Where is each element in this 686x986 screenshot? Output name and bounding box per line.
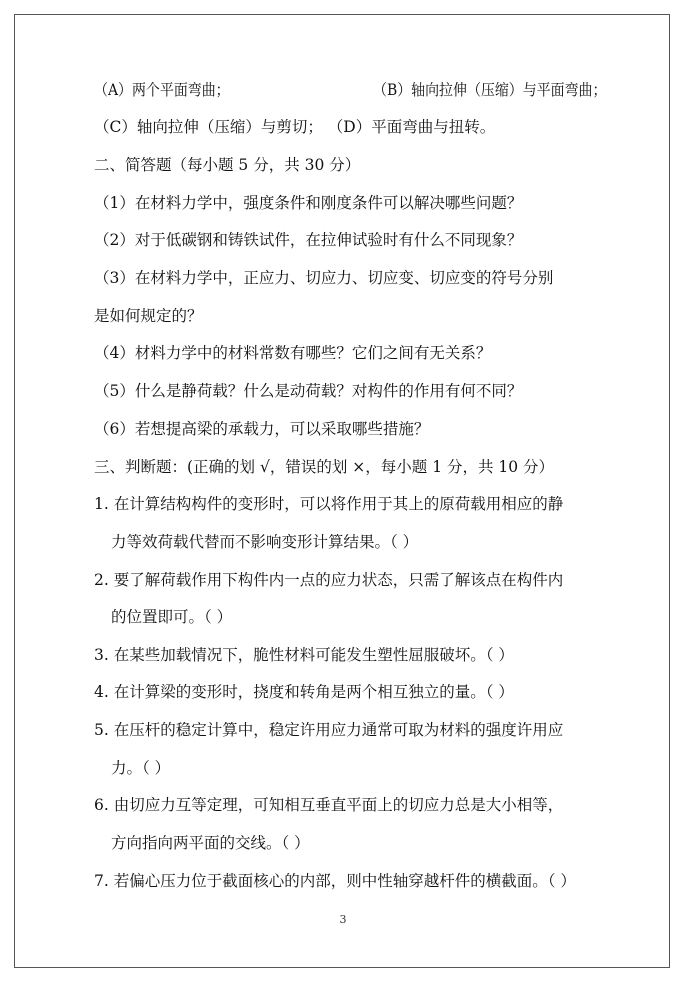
question-1: （1）在材料力学中，强度条件和刚度条件可以解决哪些问题？ xyxy=(94,194,523,212)
statement-2-line-2: 的位置即可。（ ） xyxy=(111,608,233,626)
option-row-2: （C）轴向拉伸（压缩）与剪切； （D）平面弯曲与扭转。 xyxy=(94,118,496,136)
option-b: （B）轴向拉伸（压缩）与平面弯曲； xyxy=(373,81,607,99)
statement-1-line-2: 力等效荷载代替而不影响变形计算结果。（ ） xyxy=(111,533,419,551)
section-2-heading: 二、简答题（每小题 5 分，共 30 分） xyxy=(94,156,361,174)
statement-2-line-1: 2. 要了解荷载作用下构件内一点的应力状态，只需了解该点在构件内 xyxy=(94,571,564,589)
statement-3: 3. 在某些加载情况下，脆性材料可能发生塑性屈服破坏。（ ） xyxy=(94,646,514,664)
question-2: （2）对于低碳钢和铸铁试件，在拉伸试验时有什么不同现象？ xyxy=(94,231,523,249)
statement-1-line-1: 1. 在计算结构构件的变形时，可以将作用于其上的原荷载用相应的静 xyxy=(94,495,564,513)
statement-5-line-2: 力。（ ） xyxy=(111,759,171,777)
statement-7: 7. 若偏心压力位于截面核心的内部，则中性轴穿越杆件的横截面。（ ） xyxy=(94,872,576,890)
option-row-1 xyxy=(94,80,607,100)
page-number: 3 xyxy=(339,913,347,926)
question-3-line-1: （3）在材料力学中，正应力、切应力、切应变、切应变的符号分别 xyxy=(94,269,554,287)
question-6: （6）若想提高梁的承载力，可以采取哪些措施？ xyxy=(94,420,430,438)
statement-6-line-1: 6. 由切应力互等定理，可知相互垂直平面上的切应力总是大小相等， xyxy=(94,796,564,814)
question-5: （5）什么是静荷载？什么是动荷载？对构件的作用有何不同？ xyxy=(94,382,523,400)
question-4: （4）材料力学中的材料常数有哪些？它们之间有无关系？ xyxy=(94,344,492,362)
option-a: （A）两个平面弯曲； xyxy=(94,81,230,99)
question-3-line-2: 是如何规定的？ xyxy=(94,307,203,325)
statement-6-line-2: 方向指向两平面的交线。（ ） xyxy=(111,834,310,852)
statement-4: 4. 在计算梁的变形时，挠度和转角是两个相互独立的量。（ ） xyxy=(94,683,514,701)
statement-5-line-1: 5. 在压杆的稳定计算中，稳定许用应力通常可取为材料的强度许用应 xyxy=(94,721,564,739)
section-3-heading: 三、判断题：(正确的划 √，错误的划 ×，每小题 1 分，共 10 分） xyxy=(94,458,555,476)
